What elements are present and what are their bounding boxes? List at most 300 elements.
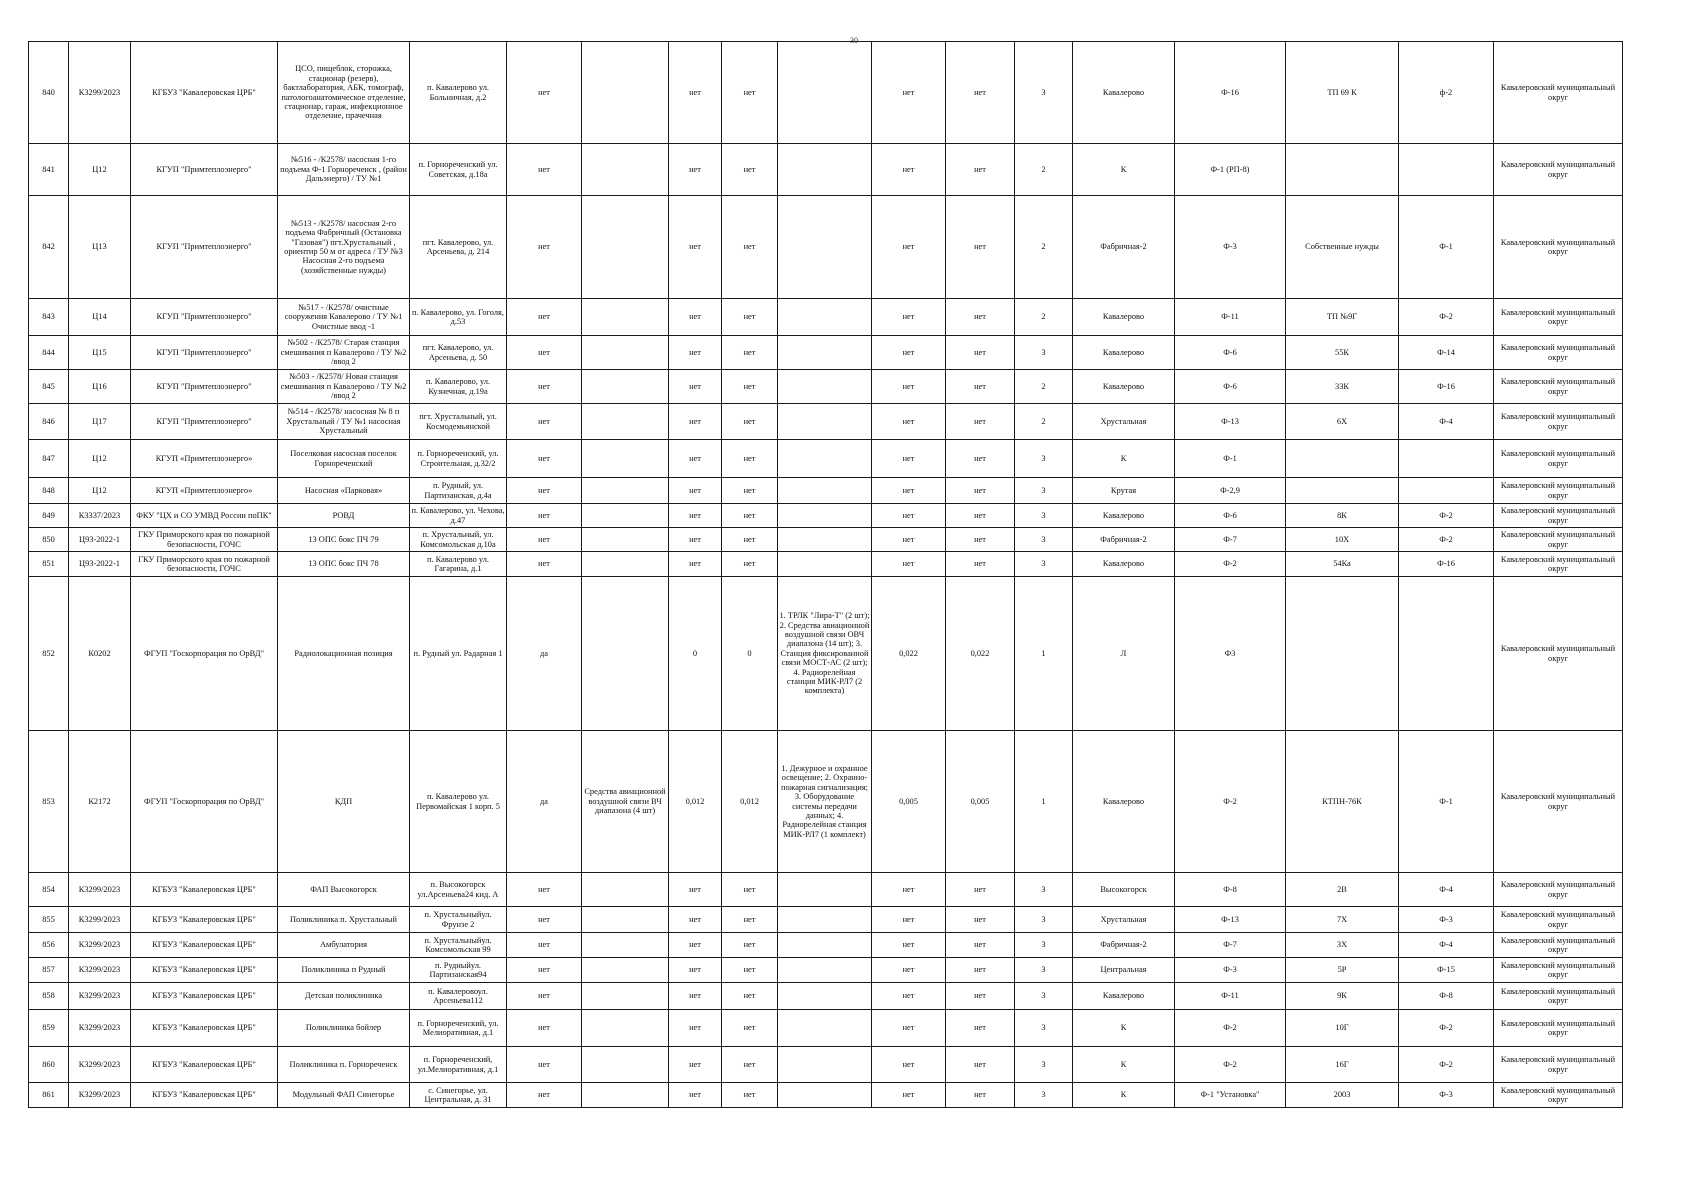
feeder-cell: Ф-2 <box>1175 1010 1286 1047</box>
transformer-point-cell: 5Р <box>1286 958 1399 983</box>
district-cell: Кавалеровский муниципальный округ <box>1494 528 1623 552</box>
contract-code-cell: К3299/2023 <box>69 42 131 144</box>
col-7-cell <box>582 42 669 144</box>
object-name-cell: Модульный ФАП Синегорье <box>278 1083 410 1108</box>
col-10-cell: 1. ТРЛК "Лира-Т" (2 шт); 2. Средства авиационной воздушной связи ОВЧ диапазона (14 шт); 3. Станция фиксированной связи МОСТ-АС (2 шт); 4. Радиорелейная станция МИК-РЛ7 (2 комплекта) <box>778 577 872 731</box>
category-cell: 2 <box>1015 404 1073 440</box>
col-6-cell: нет <box>507 404 582 440</box>
category-cell: 3 <box>1015 1047 1073 1083</box>
line-feeder-cell: Ф-1 <box>1399 731 1494 873</box>
row-number-cell: 846 <box>29 404 69 440</box>
object-name-cell: Поселковая насосная поселок Горнореченский <box>278 440 410 478</box>
col-9-cell: нет <box>722 1010 778 1047</box>
substation-cell: Кавалерово <box>1073 983 1175 1010</box>
col-10-cell <box>778 370 872 404</box>
table-row <box>29 552 1623 577</box>
col-9-cell: нет <box>722 958 778 983</box>
substation-cell: Хрустальная <box>1073 404 1175 440</box>
col-9-cell: нет <box>722 404 778 440</box>
substation-cell: Высокогорск <box>1073 873 1175 907</box>
row-number-cell: 842 <box>29 196 69 299</box>
col-8-cell: нет <box>669 144 722 196</box>
col-6-cell: нет <box>507 370 582 404</box>
col-12-cell: нет <box>946 370 1015 404</box>
contract-code-cell: Ц12 <box>69 440 131 478</box>
organization-cell: КГУП "Примтеплоэнерго" <box>131 196 278 299</box>
col-6-cell: нет <box>507 983 582 1010</box>
col-6-cell: нет <box>507 478 582 504</box>
address-cell: п. Горнореченский, ул.Мелиоративная, д.1 <box>410 1047 507 1083</box>
address-cell: п. Хрустальныйул. Фрунзе 2 <box>410 907 507 933</box>
district-cell: Кавалеровский муниципальный округ <box>1494 299 1623 336</box>
line-feeder-cell <box>1399 440 1494 478</box>
row-number-cell: 841 <box>29 144 69 196</box>
col-12-cell: нет <box>946 42 1015 144</box>
address-cell: п. Кавалерово ул. Первомайская 1 корп. 5 <box>410 731 507 873</box>
table-row <box>29 299 1623 336</box>
line-feeder-cell: Ф-2 <box>1399 528 1494 552</box>
address-cell: п. Горнореченский, ул. Мелиоративная, д.1 <box>410 1010 507 1047</box>
col-12-cell: нет <box>946 144 1015 196</box>
feeder-cell: Ф-3 <box>1175 196 1286 299</box>
organization-cell: КГУП «Примтеплоэнерго» <box>131 478 278 504</box>
substation-cell: Фабричная-2 <box>1073 933 1175 958</box>
transformer-point-cell: 8К <box>1286 504 1399 528</box>
transformer-point-cell <box>1286 144 1399 196</box>
address-cell: п. Кавалерово, ул. Гоголя, д.53 <box>410 299 507 336</box>
organization-cell: ФГУП "Госкорпорация по ОрВД" <box>131 577 278 731</box>
category-cell: 3 <box>1015 983 1073 1010</box>
category-cell: 2 <box>1015 370 1073 404</box>
address-cell: пгт. Хрустальный, ул. Космодемьянской <box>410 404 507 440</box>
col-7-cell <box>582 478 669 504</box>
organization-cell: КГУП "Примтеплоэнерго" <box>131 336 278 370</box>
district-cell: Кавалеровский муниципальный округ <box>1494 552 1623 577</box>
col-7-cell <box>582 299 669 336</box>
address-cell: п. Кавалерово ул. Больничная, д.2 <box>410 42 507 144</box>
col-6-cell: нет <box>507 958 582 983</box>
contract-code-cell: К3299/2023 <box>69 983 131 1010</box>
col-6-cell: нет <box>507 552 582 577</box>
line-feeder-cell: Ф-2 <box>1399 1010 1494 1047</box>
organization-cell: КГБУЗ "Кавалеровская ЦРБ" <box>131 1047 278 1083</box>
district-cell: Кавалеровский муниципальный округ <box>1494 1047 1623 1083</box>
transformer-point-cell: 9К <box>1286 983 1399 1010</box>
substation-cell: Кавалерово <box>1073 299 1175 336</box>
col-6-cell: нет <box>507 1010 582 1047</box>
col-11-cell: нет <box>872 958 946 983</box>
col-9-cell: нет <box>722 1047 778 1083</box>
district-cell: Кавалеровский муниципальный округ <box>1494 1083 1623 1108</box>
object-name-cell: 13 ОПС бокс ПЧ 79 <box>278 528 410 552</box>
district-cell: Кавалеровский муниципальный округ <box>1494 144 1623 196</box>
col-10-cell <box>778 144 872 196</box>
col-7-cell <box>582 370 669 404</box>
col-6-cell: нет <box>507 504 582 528</box>
address-cell: п. Высокогорск ул.Арсеньева24 кид. А <box>410 873 507 907</box>
line-feeder-cell: Ф-4 <box>1399 404 1494 440</box>
address-cell: п. Рудный, ул. Партизанская, д.4а <box>410 478 507 504</box>
feeder-cell: Ф-7 <box>1175 933 1286 958</box>
table-row <box>29 42 1623 144</box>
address-cell: п. Хрустальныйул. Комсомольская 99 <box>410 933 507 958</box>
col-6-cell: нет <box>507 336 582 370</box>
contract-code-cell: Ц17 <box>69 404 131 440</box>
col-8-cell: нет <box>669 933 722 958</box>
col-11-cell: нет <box>872 528 946 552</box>
category-cell: 3 <box>1015 933 1073 958</box>
col-7-cell <box>582 983 669 1010</box>
object-name-cell: ЦСО, пищеблок, сторожка, стационар (резерв), бактлаборатория, АБК, томограф, патологоанатомическое отделение, стационар, гараж, инфекционное отделение, прачечная <box>278 42 410 144</box>
col-7-cell <box>582 958 669 983</box>
col-11-cell: нет <box>872 144 946 196</box>
col-8-cell: нет <box>669 478 722 504</box>
object-name-cell: №517 - /К2578/ очистные сооружения Кавалерово / ТУ №1 Очистные ввод -1 <box>278 299 410 336</box>
col-11-cell: нет <box>872 1010 946 1047</box>
col-9-cell: нет <box>722 504 778 528</box>
col-10-cell <box>778 1010 872 1047</box>
substation-cell: К <box>1073 144 1175 196</box>
col-10-cell <box>778 478 872 504</box>
col-8-cell: 0 <box>669 577 722 731</box>
category-cell: 3 <box>1015 958 1073 983</box>
col-9-cell: нет <box>722 873 778 907</box>
transformer-point-cell: 3Х <box>1286 933 1399 958</box>
district-cell: Кавалеровский муниципальный округ <box>1494 440 1623 478</box>
contract-code-cell: К3299/2023 <box>69 933 131 958</box>
col-12-cell: нет <box>946 440 1015 478</box>
table-row <box>29 478 1623 504</box>
col-11-cell: нет <box>872 336 946 370</box>
col-8-cell: нет <box>669 440 722 478</box>
col-7-cell <box>582 873 669 907</box>
contract-code-cell: К3299/2023 <box>69 1083 131 1108</box>
object-name-cell: Насосная «Парковая» <box>278 478 410 504</box>
substation-cell: Л <box>1073 577 1175 731</box>
col-10-cell <box>778 404 872 440</box>
district-cell: Кавалеровский муниципальный округ <box>1494 336 1623 370</box>
line-feeder-cell: Ф-14 <box>1399 336 1494 370</box>
substation-cell: Фабричная-2 <box>1073 196 1175 299</box>
object-name-cell: Детская поликлиника <box>278 983 410 1010</box>
col-10-cell <box>778 552 872 577</box>
object-name-cell: №516 - /К2578/ насосная 1-го подъема Ф-1 Горнореченск , (район Дальэнерго) / ТУ №1 <box>278 144 410 196</box>
object-name-cell: Поликлиника п Рудный <box>278 958 410 983</box>
col-7-cell <box>582 404 669 440</box>
organization-cell: КГУП "Примтеплоэнерго" <box>131 299 278 336</box>
row-number-cell: 852 <box>29 577 69 731</box>
transformer-point-cell: 10Г <box>1286 1010 1399 1047</box>
category-cell: 3 <box>1015 552 1073 577</box>
organization-cell: КГУП «Примтеплоэнерго» <box>131 440 278 478</box>
organization-cell: ГКУ Приморского края по пожарной безопасности, ГОЧС <box>131 528 278 552</box>
object-name-cell: РОВД <box>278 504 410 528</box>
col-10-cell <box>778 1083 872 1108</box>
district-cell: Кавалеровский муниципальный округ <box>1494 1010 1623 1047</box>
transformer-point-cell: ТП №9Г <box>1286 299 1399 336</box>
object-name-cell: №513 - /К2578/ насосная 2-го подъема Фабричный (Остановка "Газовая") пгт.Хрустальный , ориентир 50 м от адреса / ТУ №3 Насосная 2-го подъема (хозяйственные нужды) <box>278 196 410 299</box>
col-8-cell: нет <box>669 907 722 933</box>
address-cell: п. Рудный ул. Радарная 1 <box>410 577 507 731</box>
col-7-cell <box>582 504 669 528</box>
organization-cell: КГУП "Примтеплоэнерго" <box>131 404 278 440</box>
feeder-cell: Ф-2 <box>1175 731 1286 873</box>
feeder-cell: Ф-1 "Установка" <box>1175 1083 1286 1108</box>
table-row <box>29 196 1623 299</box>
object-name-cell: №503 - /К2578/ Новая станция смешивания п Кавалерово / ТУ №2 /ввод 2 <box>278 370 410 404</box>
organization-cell: КГБУЗ "Кавалеровская ЦРБ" <box>131 907 278 933</box>
feeder-cell: Ф-2 <box>1175 552 1286 577</box>
col-8-cell: нет <box>669 1010 722 1047</box>
col-8-cell: нет <box>669 983 722 1010</box>
col-8-cell: нет <box>669 1047 722 1083</box>
col-6-cell: нет <box>507 196 582 299</box>
feeder-cell: Ф-8 <box>1175 873 1286 907</box>
row-number-cell: 843 <box>29 299 69 336</box>
col-6-cell: нет <box>507 933 582 958</box>
col-7-cell <box>582 440 669 478</box>
substation-cell: Кавалерово <box>1073 552 1175 577</box>
line-feeder-cell: Ф-2 <box>1399 504 1494 528</box>
col-12-cell: 0,005 <box>946 731 1015 873</box>
contract-code-cell: К3337/2023 <box>69 504 131 528</box>
address-cell: с. Синегорье, ул. Центральная, д. 31 <box>410 1083 507 1108</box>
category-cell: 3 <box>1015 504 1073 528</box>
contract-code-cell: Ц12 <box>69 478 131 504</box>
col-12-cell: нет <box>946 504 1015 528</box>
col-8-cell: нет <box>669 196 722 299</box>
feeder-cell: Ф-13 <box>1175 404 1286 440</box>
row-number-cell: 858 <box>29 983 69 1010</box>
row-number-cell: 859 <box>29 1010 69 1047</box>
col-12-cell: нет <box>946 873 1015 907</box>
col-9-cell: нет <box>722 983 778 1010</box>
feeder-cell: Ф3 <box>1175 577 1286 731</box>
table-row <box>29 504 1623 528</box>
substation-cell: К <box>1073 1047 1175 1083</box>
line-feeder-cell: ф-2 <box>1399 42 1494 144</box>
col-11-cell: нет <box>872 299 946 336</box>
table-row <box>29 1047 1623 1083</box>
col-7-cell <box>582 336 669 370</box>
col-9-cell: нет <box>722 907 778 933</box>
address-cell: п. Хрустальный, ул. Комсомольская д.10а <box>410 528 507 552</box>
col-7-cell <box>582 552 669 577</box>
col-12-cell: нет <box>946 1083 1015 1108</box>
object-name-cell: Радиолокационная позиция <box>278 577 410 731</box>
transformer-point-cell: 6Х <box>1286 404 1399 440</box>
feeder-cell: Ф-16 <box>1175 42 1286 144</box>
col-8-cell: нет <box>669 958 722 983</box>
substation-cell: Кавалерово <box>1073 504 1175 528</box>
substation-cell: Кавалерово <box>1073 370 1175 404</box>
contract-code-cell: К3299/2023 <box>69 1047 131 1083</box>
col-7-cell <box>582 1083 669 1108</box>
col-11-cell: нет <box>872 552 946 577</box>
object-name-cell: Поликлиника бойлер <box>278 1010 410 1047</box>
col-7-cell <box>582 1047 669 1083</box>
col-12-cell: нет <box>946 528 1015 552</box>
address-cell: пгт. Кавалерово, ул. Арсеньева, д. 50 <box>410 336 507 370</box>
col-11-cell: нет <box>872 504 946 528</box>
col-8-cell: нет <box>669 336 722 370</box>
col-10-cell <box>778 983 872 1010</box>
col-6-cell: да <box>507 577 582 731</box>
col-8-cell: нет <box>669 42 722 144</box>
substation-cell: Кавалерово <box>1073 731 1175 873</box>
row-number-cell: 851 <box>29 552 69 577</box>
col-11-cell: нет <box>872 933 946 958</box>
col-12-cell: нет <box>946 299 1015 336</box>
transformer-point-cell: 33К <box>1286 370 1399 404</box>
table-row <box>29 1083 1623 1108</box>
feeder-cell: Ф-6 <box>1175 370 1286 404</box>
transformer-point-cell: 54Ка <box>1286 552 1399 577</box>
col-10-cell <box>778 299 872 336</box>
district-cell: Кавалеровский муниципальный округ <box>1494 983 1623 1010</box>
feeder-cell: Ф-1 (РП-8) <box>1175 144 1286 196</box>
col-6-cell: нет <box>507 907 582 933</box>
organization-cell: КГБУЗ "Кавалеровская ЦРБ" <box>131 958 278 983</box>
category-cell: 3 <box>1015 907 1073 933</box>
contract-code-cell: К3299/2023 <box>69 907 131 933</box>
col-6-cell: нет <box>507 1083 582 1108</box>
col-6-cell: нет <box>507 528 582 552</box>
col-11-cell: 0,022 <box>872 577 946 731</box>
col-11-cell: 0,005 <box>872 731 946 873</box>
page-number: 30 <box>850 36 858 45</box>
row-number-cell: 845 <box>29 370 69 404</box>
district-cell: Кавалеровский муниципальный округ <box>1494 478 1623 504</box>
organization-cell: КГБУЗ "Кавалеровская ЦРБ" <box>131 42 278 144</box>
contract-code-cell: К0202 <box>69 577 131 731</box>
line-feeder-cell: Ф-4 <box>1399 873 1494 907</box>
table-row <box>29 873 1623 907</box>
district-cell: Кавалеровский муниципальный округ <box>1494 907 1623 933</box>
object-name-cell: №502 - /К2578/ Старая станция смешивания п Кавалерово / ТУ №2 /ввод 2 <box>278 336 410 370</box>
table-row <box>29 404 1623 440</box>
feeder-cell: Ф-11 <box>1175 299 1286 336</box>
col-10-cell <box>778 440 872 478</box>
substation-cell: К <box>1073 1083 1175 1108</box>
col-9-cell: 0 <box>722 577 778 731</box>
transformer-point-cell <box>1286 478 1399 504</box>
col-6-cell: нет <box>507 42 582 144</box>
col-10-cell <box>778 1047 872 1083</box>
table-row <box>29 528 1623 552</box>
district-cell: Кавалеровский муниципальный округ <box>1494 933 1623 958</box>
col-11-cell: нет <box>872 1083 946 1108</box>
col-8-cell: нет <box>669 552 722 577</box>
transformer-point-cell: 7Х <box>1286 907 1399 933</box>
district-cell: Кавалеровский муниципальный округ <box>1494 873 1623 907</box>
feeder-cell: Ф-2,9 <box>1175 478 1286 504</box>
object-name-cell: КДП <box>278 731 410 873</box>
row-number-cell: 857 <box>29 958 69 983</box>
col-9-cell: нет <box>722 370 778 404</box>
line-feeder-cell <box>1399 478 1494 504</box>
transformer-point-cell: Собственные нужды <box>1286 196 1399 299</box>
col-10-cell <box>778 873 872 907</box>
district-cell: Кавалеровский муниципальный округ <box>1494 731 1623 873</box>
table-row <box>29 1010 1623 1047</box>
col-10-cell <box>778 504 872 528</box>
row-number-cell: 861 <box>29 1083 69 1108</box>
row-number-cell: 840 <box>29 42 69 144</box>
col-6-cell: да <box>507 731 582 873</box>
transformer-point-cell: 55К <box>1286 336 1399 370</box>
line-feeder-cell: Ф-3 <box>1399 1083 1494 1108</box>
contract-code-cell: Ц13 <box>69 196 131 299</box>
col-12-cell: нет <box>946 933 1015 958</box>
substation-cell: Крутая <box>1073 478 1175 504</box>
feeder-cell: Ф-7 <box>1175 528 1286 552</box>
district-cell: Кавалеровский муниципальный округ <box>1494 958 1623 983</box>
table-row <box>29 907 1623 933</box>
district-cell: Кавалеровский муниципальный округ <box>1494 196 1623 299</box>
table-row <box>29 370 1623 404</box>
col-6-cell: нет <box>507 440 582 478</box>
contract-code-cell: Ц15 <box>69 336 131 370</box>
row-number-cell: 848 <box>29 478 69 504</box>
district-cell: Кавалеровский муниципальный округ <box>1494 404 1623 440</box>
feeder-cell: Ф-2 <box>1175 1047 1286 1083</box>
col-9-cell: нет <box>722 144 778 196</box>
row-number-cell: 860 <box>29 1047 69 1083</box>
substation-cell: Кавалерово <box>1073 336 1175 370</box>
contract-code-cell: Ц16 <box>69 370 131 404</box>
address-cell: п. Горнореченский, ул. Строительная, д.32/2 <box>410 440 507 478</box>
col-7-cell: Средства авиационной воздушной связи ВЧ диапазона (4 шт) <box>582 731 669 873</box>
col-11-cell: нет <box>872 478 946 504</box>
transformer-point-cell: ТП 69 К <box>1286 42 1399 144</box>
address-cell: п. Кавалерово ул. Гагарина, д.1 <box>410 552 507 577</box>
organization-cell: ГКУ Приморского края по пожарной безопасности, ГОЧС <box>131 552 278 577</box>
col-7-cell <box>582 144 669 196</box>
address-cell: п. Кавалерово, ул. Кузнечная, д.19а <box>410 370 507 404</box>
table-row <box>29 144 1623 196</box>
col-11-cell: нет <box>872 404 946 440</box>
col-9-cell: нет <box>722 528 778 552</box>
col-12-cell: нет <box>946 478 1015 504</box>
contract-code-cell: К3299/2023 <box>69 1010 131 1047</box>
address-cell: пгт. Кавалерово, ул. Арсеньева, д. 214 <box>410 196 507 299</box>
row-number-cell: 855 <box>29 907 69 933</box>
col-10-cell <box>778 907 872 933</box>
substation-cell: К <box>1073 440 1175 478</box>
district-cell: Кавалеровский муниципальный округ <box>1494 577 1623 731</box>
line-feeder-cell: Ф-16 <box>1399 370 1494 404</box>
row-number-cell: 853 <box>29 731 69 873</box>
contract-code-cell: Ц93-2022-1 <box>69 552 131 577</box>
category-cell: 3 <box>1015 478 1073 504</box>
category-cell: 2 <box>1015 196 1073 299</box>
col-10-cell <box>778 958 872 983</box>
organization-cell: КГБУЗ "Кавалеровская ЦРБ" <box>131 1010 278 1047</box>
district-cell: Кавалеровский муниципальный округ <box>1494 370 1623 404</box>
substation-cell: Фабричная-2 <box>1073 528 1175 552</box>
object-name-cell: Амбулатория <box>278 933 410 958</box>
object-name-cell: Поликлиника п. Горнореченск <box>278 1047 410 1083</box>
col-10-cell <box>778 336 872 370</box>
organization-cell: ФКУ "ЦХ и СО УМВД России поПК" <box>131 504 278 528</box>
col-7-cell <box>582 577 669 731</box>
address-cell: п. Кавалеровоул. Арсеньева112 <box>410 983 507 1010</box>
col-8-cell: нет <box>669 299 722 336</box>
table-row <box>29 731 1623 873</box>
substation-cell: Кавалерово <box>1073 42 1175 144</box>
substation-cell: Хрустальная <box>1073 907 1175 933</box>
